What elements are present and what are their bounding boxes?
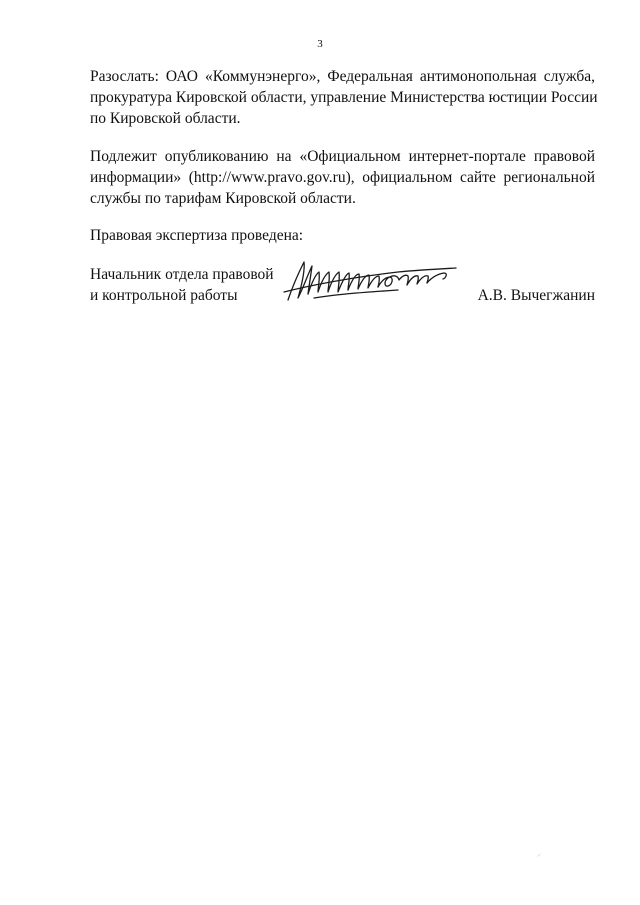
signer-position <box>90 264 274 306</box>
publication-line: службы по тарифам Кировской области. <box>90 190 356 207</box>
signer-name: А.В. Вычегжанин <box>477 287 595 304</box>
signer-position-line: и контрольной работы <box>90 287 238 304</box>
distribution-line: по Кировской области. <box>90 110 241 127</box>
publication-line: информации» (http://www.pravo.gov.ru), официальном сайте региональной <box>90 169 595 186</box>
distribution-line: Разослать: ОАО «Коммунэнерго», Федеральная антимонопольная служба, <box>90 68 595 85</box>
scan-artifact-mark: ⸝ <box>537 849 541 858</box>
signature-block <box>90 264 595 314</box>
distribution-line: прокуратура Кировской области, управление Министерства юстиции России <box>90 89 598 106</box>
signer-position-line: Начальник отдела правовой <box>90 266 274 283</box>
publication-line: Подлежит опубликованию на «Официальном интернет-портале правовой <box>90 148 595 165</box>
page-number: 3 <box>317 38 323 50</box>
handwritten-signature <box>278 252 468 312</box>
publication-paragraph <box>90 146 595 209</box>
expertise-line: Правовая экспертиза проведена: <box>90 227 304 244</box>
distribution-paragraph <box>90 66 598 129</box>
expertise-statement <box>90 225 595 246</box>
